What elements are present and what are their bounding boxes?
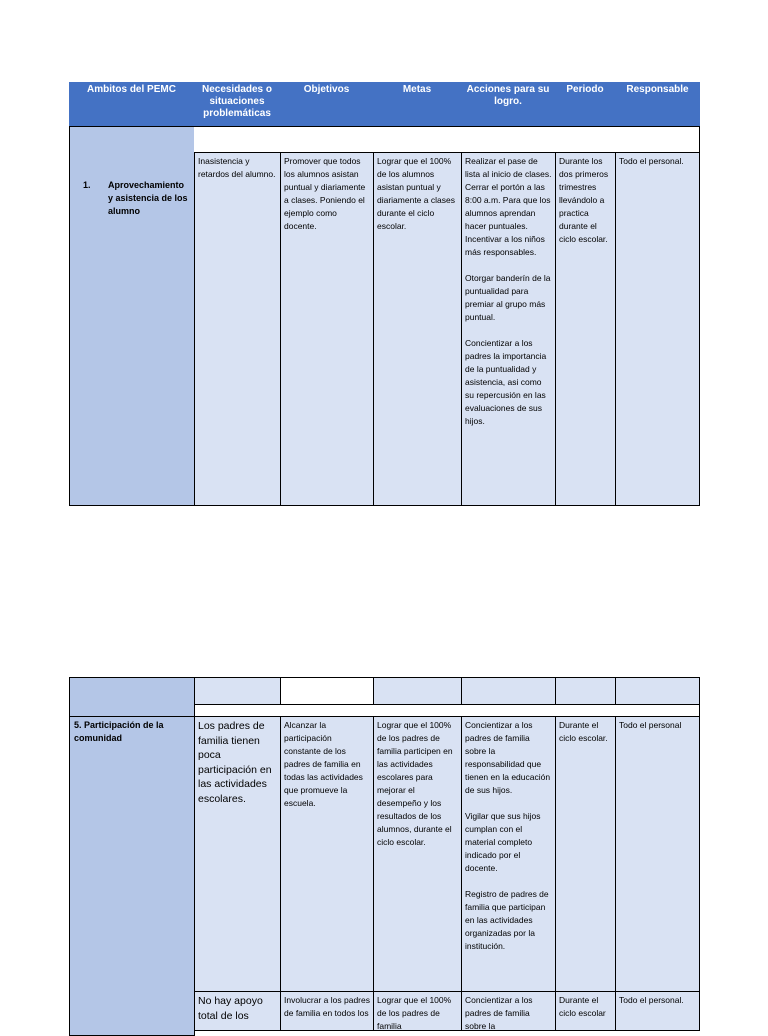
acciones-cell-3: Concientizar a los padres de familia sobre la: [461, 991, 556, 1031]
table-2-blank-4: [461, 677, 556, 705]
ambito-number: 1.: [83, 180, 91, 190]
header-necesidades: Necesidades o situaciones problemáticas: [201, 84, 273, 119]
acciones-cell: Realizar el pase de lista al inicio de clases. Cerrar el portón a las 8:00 a.m. Para que los alumnos aprendan hacer puntuales. Incentivar a los niños más responsables. Otorgar banderín de la puntualidad para premiar al grupo más puntual. Concientizar a los padres la importancia de la puntualidad y asistencia, asi como su repercusión en las evaluaciones de sus hijos.: [461, 152, 556, 506]
table-2-blank-5: [555, 677, 616, 705]
header-responsable: Responsable: [626, 84, 689, 95]
meta-cell-3: Lograr que el 100% de los padres de familia: [373, 991, 462, 1031]
periodo-cell: Durante los dos primeros trimestres llevándolo a practica durante el ciclo escolar.: [555, 152, 616, 506]
objetivo-cell-3: Involucrar a los padres de familia en todos los: [280, 991, 374, 1031]
responsable-cell-3: Todo el personal.: [615, 991, 700, 1031]
objetivo-cell-2: Alcanzar la participación constante de los padres de familia en todas las actividades que promueve la escuela.: [280, 716, 374, 992]
ambito-cell: [69, 126, 195, 506]
objetivo-cell: Promover que todos los alumnos asistan puntual y diariamente a clases. Poniendo el ejemplo como docente.: [280, 152, 374, 506]
necesidad-cell: Inasistencia y retardos del alumno.: [194, 152, 281, 506]
responsable-cell-2: Todo el personal: [615, 716, 700, 992]
spacer-row: [194, 126, 700, 153]
table-2-blank-1: [194, 677, 281, 705]
periodo-cell-3: Durante el ciclo escolar: [555, 991, 616, 1031]
responsable-cell: Todo el personal.: [615, 152, 700, 506]
meta-cell-2: Lograr que el 100% de los padres de familia participen en las actividades escolares para mejorar el desempeño y los resultados de los alumnos, durante el ciclo escolar.: [373, 716, 462, 992]
header-ambitos: Ambitos del PEMC: [87, 84, 176, 95]
table-2-ambito-top: [69, 677, 195, 717]
table-2-blank-2: [280, 677, 374, 705]
header-objetivos: Objetivos: [303, 84, 350, 95]
necesidad-cell-2: Los padres de familia tienen poca participación en las actividades escolares.: [194, 716, 281, 992]
header-periodo: Periodo: [566, 84, 604, 95]
table-2-blank-6: [615, 677, 700, 705]
meta-cell: Lograr que el 100% de los alumnos asistan puntual y diariamente a clases durante el ciclo escolar.: [373, 152, 462, 506]
acciones-cell-2: Concientizar a los padres de familia sobre la responsabilidad que tienen en la educación de sus hijos. Vigilar que sus hijos cumplan con el material completo indicado por el docente. Registro de padres de familia que participan en las actividades organizadas por la institución.: [461, 716, 556, 992]
table-2-blank-3: [373, 677, 462, 705]
header-acciones: Acciones para su logro.: [466, 84, 550, 107]
header-metas: Metas: [402, 84, 432, 95]
ambito-label: Aprovechamiento y asistencia de los alumno: [108, 180, 188, 216]
table-2-ambito-cell: 5. Participación de la comunidad: [69, 716, 195, 1036]
periodo-cell-2: Durante el ciclo escolar.: [555, 716, 616, 992]
necesidad-cell-3: No hay apoyo total de los: [194, 991, 281, 1031]
